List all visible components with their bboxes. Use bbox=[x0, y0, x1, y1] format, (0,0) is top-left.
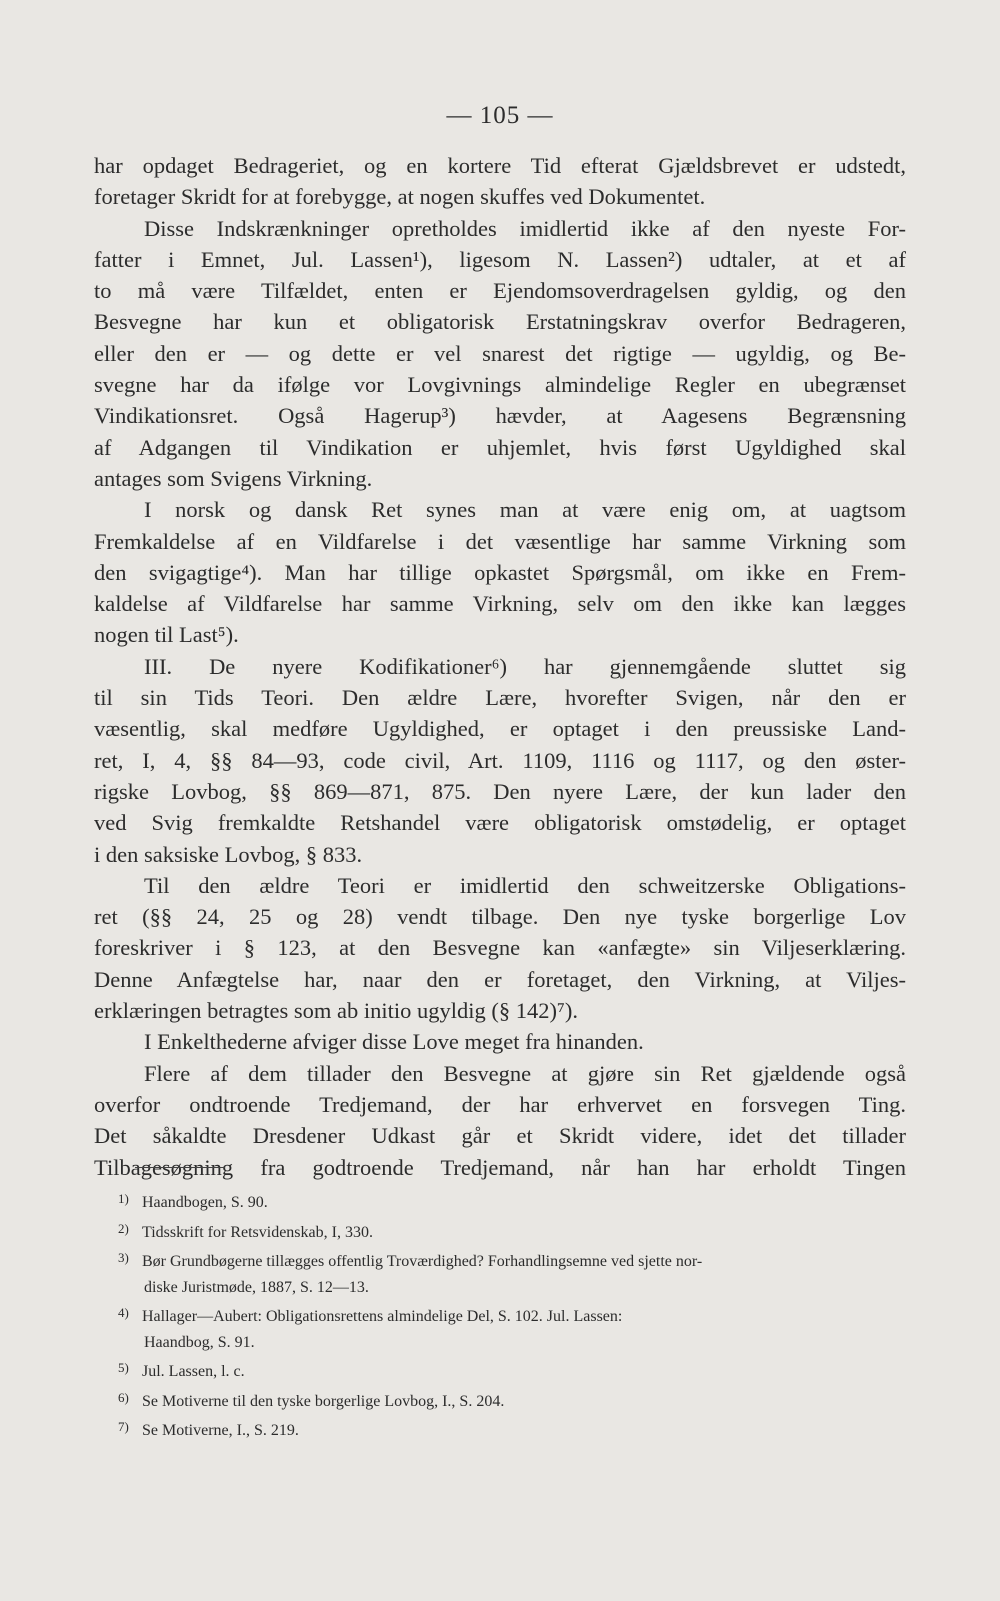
text-line: har opdaget Bedrageriet, og en kortere Tid efterat Gjældsbrevet er udstedt, bbox=[94, 153, 906, 178]
text-line: antages som Svigens Virkning. bbox=[94, 465, 373, 491]
text-line: i den saksiske Lovbog, § 833. bbox=[94, 841, 363, 867]
text-line: den svigagtige⁴). Man har tillige opkastet Spørgsmål, om ikke en Frem- bbox=[94, 559, 906, 585]
text-line: erklæringen betragtes som ab initio ugyldig (§ 142)⁷). bbox=[94, 998, 579, 1024]
text-line: fatter i Emnet, Jul. Lassen¹), ligesom N. Lassen²) udtaler, at et af bbox=[94, 246, 906, 272]
text-line: rigske Lovbog, §§ 869—871, 875. Den nyere Lære, der kun lader den bbox=[94, 778, 906, 804]
footnote-number: 2) bbox=[118, 1220, 129, 1236]
text-line: til sin Tids Teori. Den ældre Lære, hvorefter Svigen, når den er bbox=[94, 685, 906, 711]
footnote-continuation bbox=[118, 1275, 908, 1301]
footnote-text: Se Motiverne, I., S. 219. bbox=[142, 1422, 299, 1439]
text-line: ret (§§ 24, 25 og 28) vendt tilbage. Den nye tyske borgerlige Lov bbox=[94, 904, 906, 930]
footnote bbox=[118, 1300, 908, 1330]
footnote-text: diske Juristmøde, 1887, S. 12—13. bbox=[144, 1278, 369, 1296]
text-line: nogen til Last⁵). bbox=[94, 622, 239, 648]
text-line: to må være Tilfældet, enten er Ejendomsoverdragelsen gyldig, og den bbox=[94, 278, 906, 304]
footnote bbox=[118, 1245, 908, 1275]
text-line: Det såkaldte Dresdener Udkast går et Skridt videre, idet det tillader bbox=[94, 1123, 906, 1149]
footnotes bbox=[118, 1186, 908, 1444]
footnote-divider bbox=[135, 1167, 225, 1168]
text-line: Besvegne har kun et obligatorisk Erstatningskrav overfor Bedrageren, bbox=[94, 309, 906, 335]
body-text bbox=[94, 150, 906, 1183]
text-line: foreskriver i § 123, at den Besvegne kan «anfægte» sin Viljeserklæring. bbox=[94, 935, 906, 961]
footnote-number: 3) bbox=[118, 1250, 129, 1265]
text-line: Denne Anfægtelse har, naar den er foretaget, den Virkning, at Viljes- bbox=[94, 966, 906, 992]
text-line: Til den ældre Teori er imidlertid den schweitzerske Obligations- bbox=[144, 872, 906, 898]
footnote-text: Bør Grundbøgerne tillægges offentlig Troværdighed? Forhandlingsemne ved sjette nor- bbox=[142, 1253, 703, 1270]
text-line: I norsk og dansk Ret synes man at være enig om, at uagtsom bbox=[144, 497, 906, 523]
footnote-continuation bbox=[118, 1330, 908, 1356]
text-line: af Adgangen til Vindikation er uhjemlet, hvis først Ugyldighed skal bbox=[94, 434, 906, 460]
footnote bbox=[118, 1216, 908, 1246]
text-line: ved Svig fremkaldte Retshandel være obligatorisk omstødelig, er optaget bbox=[94, 810, 906, 836]
footnote-number: 1) bbox=[118, 1191, 129, 1206]
footnote-number: 5) bbox=[118, 1360, 129, 1375]
footnote-number: 4) bbox=[118, 1305, 129, 1320]
footnote-text: Haandbog, S. 91. bbox=[144, 1333, 255, 1351]
text-line: Disse Indskrænkninger opretholdes imidlertid ikke af den nyeste For- bbox=[144, 215, 906, 241]
text-line: III. De nyere Kodifikationer⁶) har gjennemgående sluttet sig bbox=[144, 653, 906, 679]
footnote bbox=[118, 1186, 908, 1216]
footnote-text: Jul. Lassen, l. c. bbox=[142, 1363, 245, 1380]
text-line: ret, I, 4, §§ 84—93, code civil, Art. 1109, 1116 og 1117, og den øster- bbox=[94, 747, 906, 773]
text-line: Vindikationsret. Også Hagerup³) hævder, at Aagesens Begrænsning bbox=[94, 403, 906, 429]
text-line: væsentlig, skal medføre Ugyldighed, er optaget i den preussiske Land- bbox=[94, 716, 906, 742]
footnote-text: Hallager—Aubert: Obligationsrettens almindelige Del, S. 102. Jul. Lassen: bbox=[142, 1308, 623, 1325]
text-line: svegne har da ifølge vor Lovgivnings almindelige Regler en ubegrænset bbox=[94, 372, 906, 398]
page-number: — 105 — bbox=[446, 102, 554, 129]
footnote-number: 6) bbox=[118, 1389, 129, 1405]
footnote-text: Tidsskrift for Retsvidenskab, I, 330. bbox=[142, 1223, 373, 1241]
text-line: Fremkaldelse af en Vildfarelse i det væsentlige har samme Virkning som bbox=[94, 528, 906, 554]
text-line: Tilbagesøgning fra godtroende Tredjemand, når han har erholdt Tingen bbox=[94, 1154, 906, 1180]
text-line: Flere af dem tillader den Besvegne at gjøre sin Ret gjældende også bbox=[144, 1060, 906, 1086]
text-line: eller den er — og dette er vel snarest det rigtige — ugyldig, og Be- bbox=[94, 340, 906, 366]
footnote bbox=[118, 1355, 908, 1385]
text-line: kaldelse af Vildfarelse har samme Virkning, selv om den ikke kan lægges bbox=[94, 591, 906, 617]
footnote-text: Haandbogen, S. 90. bbox=[142, 1194, 268, 1211]
footnote bbox=[118, 1414, 908, 1444]
text-line: overfor ondtroende Tredjemand, der har erhvervet en forsvegen Ting. bbox=[94, 1091, 906, 1117]
footnote-text: Se Motiverne til den tyske borgerlige Lovbog, I., S. 204. bbox=[142, 1392, 505, 1410]
footnote bbox=[118, 1385, 908, 1415]
text-line: foretager Skridt for at forebygge, at nogen skuffes ved Dokumentet. bbox=[94, 184, 706, 210]
footnote-number: 7) bbox=[118, 1419, 129, 1434]
text-line: I Enkelthederne afviger disse Love meget fra hinanden. bbox=[144, 1029, 644, 1055]
